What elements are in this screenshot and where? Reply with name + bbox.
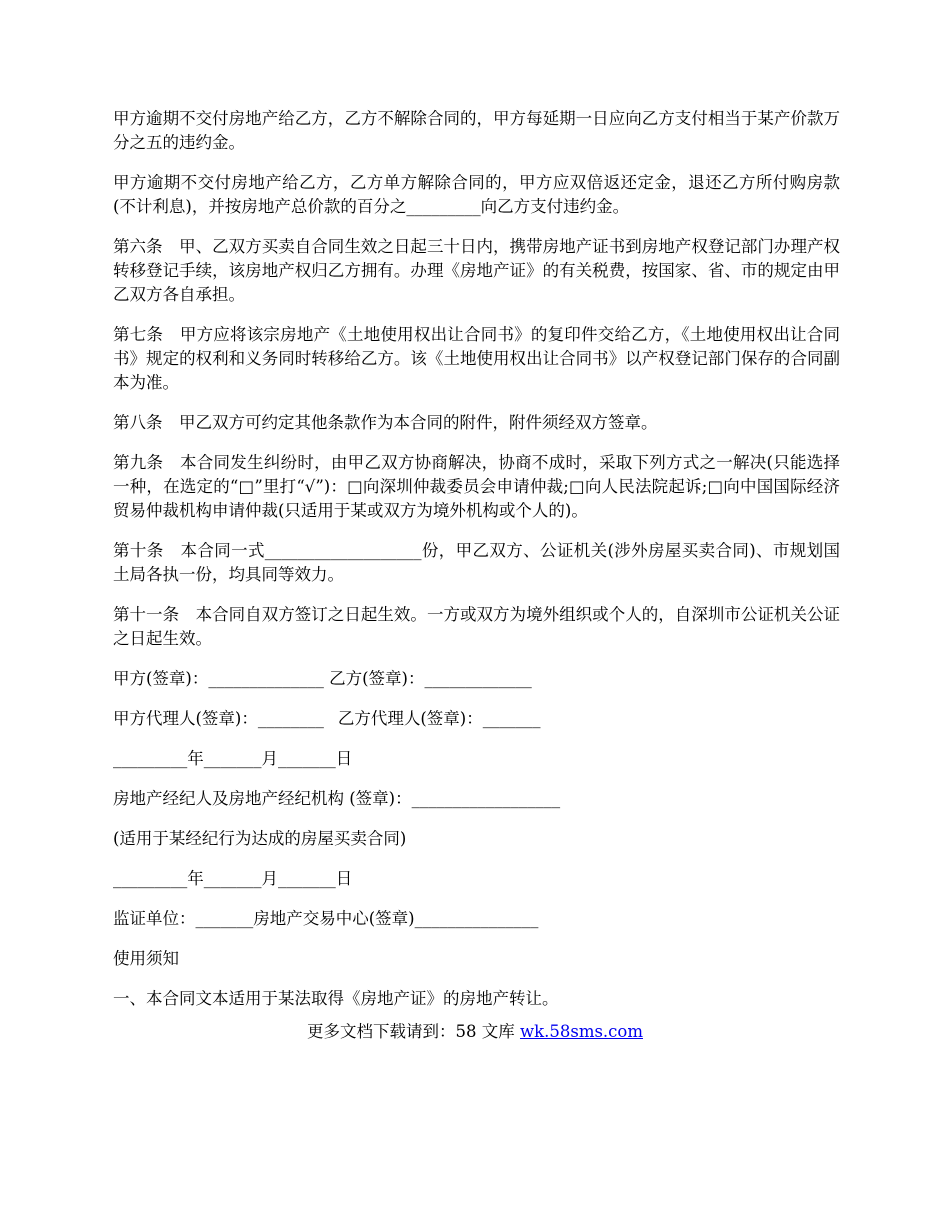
notice-title: 使用须知 — [113, 949, 179, 968]
notice-item-1: 一、本合同文本适用于某法取得《房地产证》的房地产转让。 — [113, 989, 559, 1008]
article-11: 第十一条 本合同自双方签订之日起生效。一方或双方为境外组织或个人的，自深圳市公证机关公证之日起生效。 — [113, 605, 840, 648]
footer — [0, 1020, 950, 1044]
article-8: 第八条 甲乙双方可约定其他条款作为本合同的附件，附件须经双方签章。 — [113, 413, 658, 432]
article-7: 第七条 甲方应将该宗房地产《土地使用权出让合同书》的复印件交给乙方，《土地使用权出让合同书》规定的权利和义务同时转移给乙方。该《土地使用权出让合同书》以产权登记部门保存的合同副本为准。 — [113, 325, 840, 392]
broker-note: (适用于某经纪行为达成的房屋买卖合同) — [113, 829, 407, 848]
party-b-signature: 乙方(签章)：_____________ — [329, 669, 532, 688]
party-a-signature: 甲方(签章)：______________ — [113, 669, 324, 688]
footer-text: 更多文档下载请到：58 文库 — [306, 1022, 520, 1041]
party-a-agent-signature: 甲方代理人(签章)：________ — [113, 709, 324, 728]
article-9: 第九条 本合同发生纠纷时，由甲乙双方协商解决，协商不成时，采取下列方式之一解决(只能选择一种，在选定的“□”里打“√”)：□向深圳仲裁委员会申请仲裁;□向人民法院起诉;□向中国国际经济贸易仲裁机构申请仲裁(只适用于某或双方为境外机构或个人的)。 — [113, 453, 840, 520]
broker-signature: 房地产经纪人及房地产经纪机构 (签章)：__________________ — [113, 789, 561, 808]
party-b-agent-signature: 乙方代理人(签章)：_______ — [337, 709, 541, 728]
supervisor-signature: 监证单位：_______房地产交易中心(签章)_______________ — [113, 909, 539, 928]
paragraph-penalty-no-termination: 甲方逾期不交付房地产给乙方，乙方不解除合同的，甲方每延期一日应向乙方支付相当于某产价款万分之五的违约金。 — [113, 109, 840, 152]
article-10: 第十条 本合同一式___________________份，甲乙双方、公证机关(涉外房屋买卖合同)、市规划国土局各执一份，均具同等效力。 — [113, 541, 840, 584]
article-6: 第六条 甲、乙双方买卖自合同生效之日起三十日内，携带房地产证书到房地产权登记部门办理产权转移登记手续，该房地产权归乙方拥有。办理《房地产证》的有关税费，按国家、省、市的规定由甲乙双方各自承担。 — [113, 237, 840, 304]
signature-line — [113, 667, 840, 691]
date-line-2: _________年_______月_______日 — [113, 869, 353, 888]
footer-link[interactable]: wk.58sms.com — [519, 1022, 643, 1041]
agent-signature-line — [113, 707, 840, 731]
date-line-1: _________年_______月_______日 — [113, 749, 353, 768]
paragraph-penalty-termination: 甲方逾期不交付房地产给乙方，乙方单方解除合同的，甲方应双倍返还定金，退还乙方所付购房款(不计利息)，并按房地产总价款的百分之_________向乙方支付违约金。 — [113, 173, 840, 216]
